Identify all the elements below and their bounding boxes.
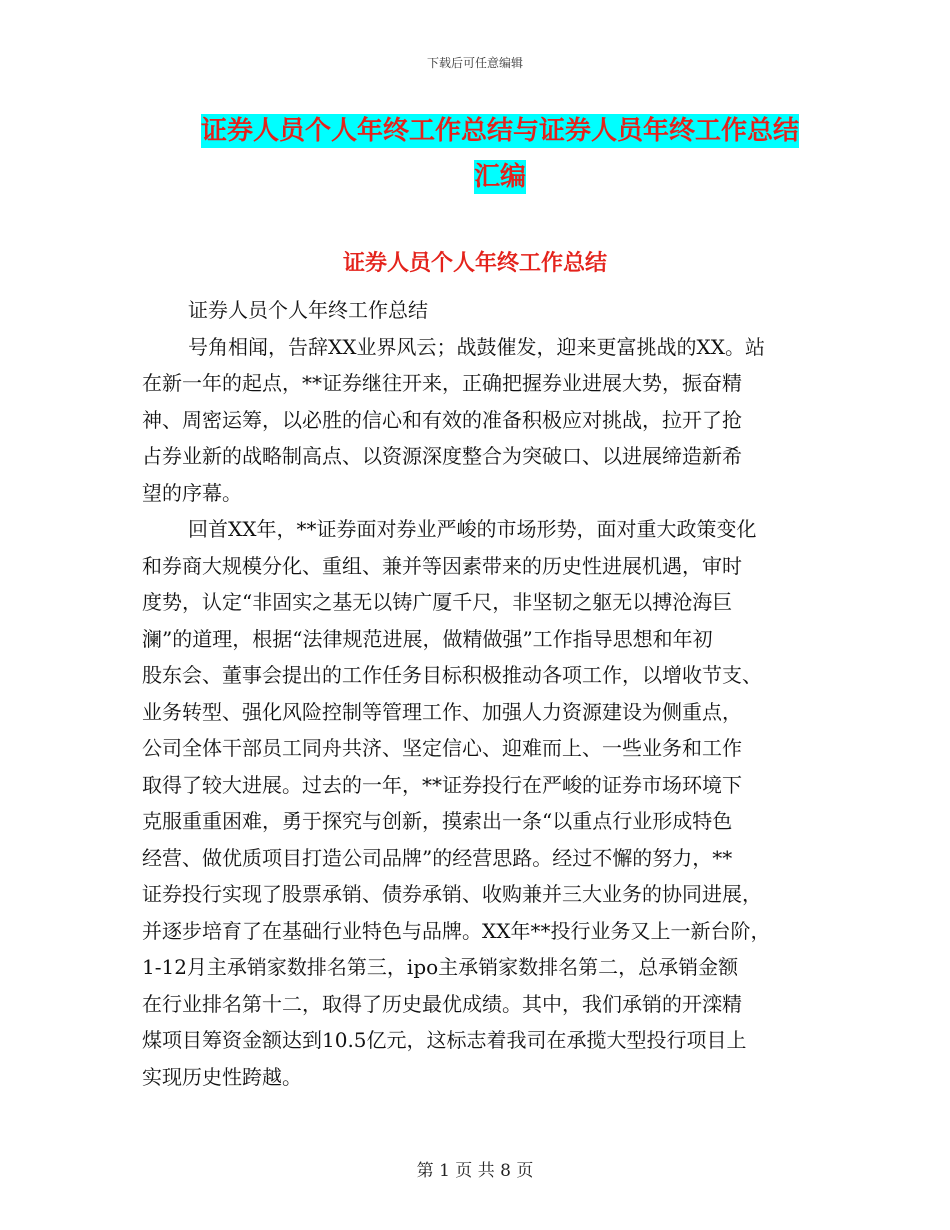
paragraph-2-line: 经营、做优质项目打造公司品牌”的经营思路。经过不懈的努力，** (142, 845, 733, 870)
paragraph-1-line: 占券业新的战略制高点、以资源深度整合为突破口、以进展缔造新希 (142, 444, 742, 468)
paragraph-2-line: 业务转型、强化风险控制等管理工作、加强人力资源建设为侧重点， (142, 699, 742, 724)
paragraph-2-line: 回首XX年，**证券面对券业严峻的市场形势，面对重大政策变化 (188, 517, 757, 541)
paragraph-2-line: 和券商大规模分化、重组、兼并等因素带来的历史性进展机遇，审时 (142, 553, 742, 578)
paragraph-2-line: 煤项目筹资金额达到10.5亿元，这标志着我司在承揽大型投行项目上 (142, 1028, 747, 1052)
paragraph-2-line: 证券投行实现了股票承销、债券承销、收购兼并三大业务的协同进展， (142, 882, 762, 906)
paragraph-2-line: 澜”的道理，根据“法律规范进展，做精做强”工作指导思想和年初 (142, 626, 713, 651)
paragraph-1-line: 号角相闻，告辞XX业界风云；战鼓催发，迎来更富挑战的XX。站 (188, 334, 765, 359)
paragraph-2-line: 克服重重困难，勇于探究与创新，摸索出一条“以重点行业形成特色 (142, 809, 733, 833)
paragraph-2-line: 在行业排名第十二，取得了历史最优成绩。其中，我们承销的开滦精 (142, 991, 742, 1016)
paragraph-2-line: 公司全体干部员工同舟共济、坚定信心、迎难而上、一些业务和工作 (142, 736, 742, 760)
paragraph-1-line: 望的序幕。 (142, 480, 242, 505)
paragraph-1-line: 神、周密运筹，以必胜的信心和有效的准备积极应对挑战，拉开了抢 (142, 407, 742, 432)
section-heading: 证券人员个人年终工作总结 (342, 251, 607, 276)
paragraph-2-line: 取得了较大进展。过去的一年，**证券投行在严峻的证券市场环境下 (142, 772, 742, 797)
paragraph-2-line: 实现历史性跨越。 (142, 1064, 302, 1089)
title-line-1: 证券人员个人年终工作总结与证券人员年终工作总结 (200, 116, 799, 146)
header-note: 下载后可任意编辑 (426, 56, 523, 70)
paragraph-2-line: 并逐步培育了在基础行业特色与品牌。XX年**投行业务又上一新台阶， (142, 918, 771, 943)
body-text (142, 292, 810, 1095)
page-number-footer: 第 1 页 共 8 页 (416, 1161, 534, 1181)
paragraph-2-line: 股东会、董事会提出的工作任务目标积极推动各项工作，以增收节支、 (142, 663, 762, 687)
paragraph-heading-line: 证券人员个人年终工作总结 (188, 298, 428, 322)
paragraph-2-line: 1-12月主承销家数排名第三，ipo主承销家数排名第二，总承销金额 (142, 955, 739, 979)
document-title (140, 108, 860, 200)
paragraph-1-line: 在新一年的起点，**证券继往开来，正确把握券业进展大势，振奋精 (142, 371, 742, 395)
title-line-2: 汇编 (473, 162, 526, 192)
paragraph-2-line: 度势，认定“非固实之基无以铸广厦千尺，非坚韧之躯无以搏沧海巨 (142, 590, 733, 614)
